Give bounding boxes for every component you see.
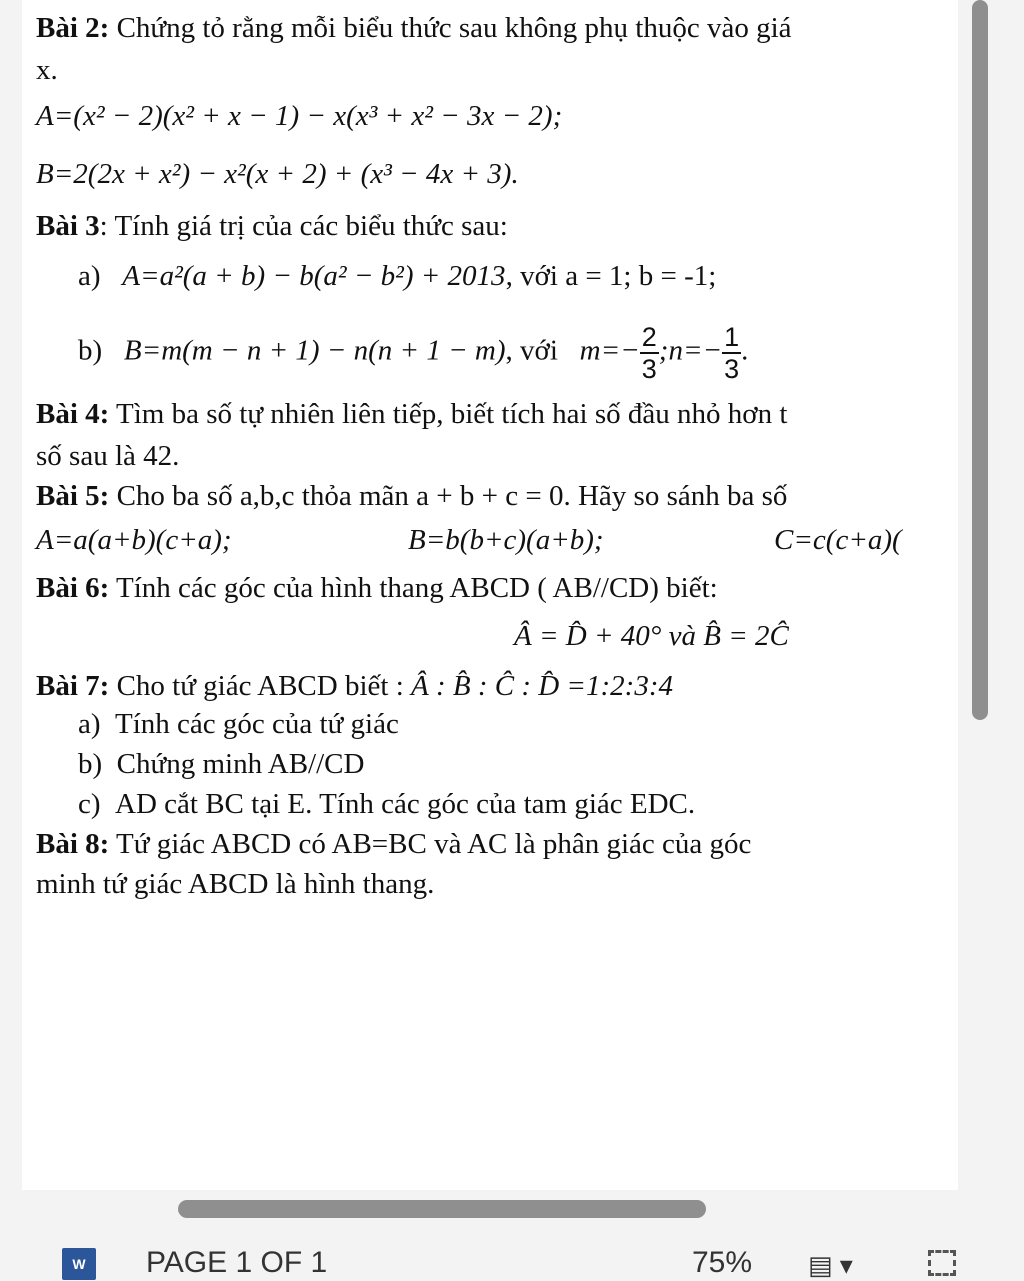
bai2-text: Chứng tỏ rằng mỗi biểu thức sau không phụ thuộc vào giá bbox=[109, 12, 792, 44]
bai7-part-b bbox=[78, 746, 958, 782]
view-mode-icon[interactable]: ▤ ▾ bbox=[808, 1250, 853, 1280]
part-b-text: , với bbox=[505, 334, 558, 367]
bai2-line bbox=[36, 10, 958, 46]
bai8-text-2: minh tứ giác ABCD là hình thang. bbox=[36, 868, 435, 900]
horizontal-scrollbar[interactable] bbox=[178, 1200, 706, 1218]
fraction-denominator: 3 bbox=[641, 354, 657, 384]
part-b-prefix: b) bbox=[78, 334, 103, 367]
bai6-line bbox=[36, 570, 958, 606]
fraction-numerator: 1 bbox=[724, 322, 740, 352]
expr-b: B=b(b+c)(a+b); bbox=[408, 524, 604, 556]
part-a-text: , với a = 1; b = -1; bbox=[505, 260, 717, 292]
fraction-one-third bbox=[722, 322, 741, 384]
bai2-label: Bài 2: bbox=[36, 12, 110, 44]
bai5-expressions bbox=[36, 522, 958, 558]
fraction-two-thirds bbox=[640, 322, 659, 384]
bai4-label: Bài 4: bbox=[36, 398, 110, 430]
bai7-label: Bài 7: bbox=[36, 670, 110, 702]
bai3-part-b bbox=[78, 322, 958, 384]
bai6-condition bbox=[514, 618, 958, 654]
item-text: AD cắt BC tại E. Tính các góc của tam giác EDC. bbox=[115, 788, 696, 820]
document-page[interactable] bbox=[22, 0, 958, 1190]
bai8-text: Tứ giác ABCD có AB=BC và AC là phân giác của góc bbox=[109, 828, 752, 860]
bai3-label: Bài 3 bbox=[36, 210, 100, 242]
bai3-text: : Tính giá trị của các biểu thức sau: bbox=[99, 210, 508, 242]
fit-page-icon[interactable] bbox=[928, 1250, 956, 1276]
bai6-label: Bài 6: bbox=[36, 572, 110, 604]
bai5-line bbox=[36, 478, 958, 514]
bai4-continued bbox=[36, 438, 958, 474]
item-text: Tính các góc của tứ giác bbox=[115, 708, 399, 740]
bai6-text: Tính các góc của hình thang ABCD ( AB//CD) biết: bbox=[109, 572, 718, 604]
bai3-part-a bbox=[78, 258, 958, 294]
status-bar bbox=[0, 1232, 1024, 1280]
bai8-label: Bài 8: bbox=[36, 828, 110, 860]
part-b-math: B=m(m − n + 1) − n(n + 1 − m) bbox=[123, 334, 506, 367]
bai5-text: Cho ba số a,b,c thỏa mãn a + b + c = 0. Hãy so sánh ba số bbox=[109, 480, 788, 512]
fraction-numerator: 2 bbox=[641, 322, 657, 352]
bai8-line bbox=[36, 826, 958, 862]
bai2-x-text: x. bbox=[36, 54, 58, 86]
fraction-denominator: 3 bbox=[724, 354, 740, 384]
part-b-m-eq: m=− bbox=[579, 334, 640, 367]
expression-a bbox=[36, 98, 958, 134]
bai4-text-2: số sau là 42. bbox=[36, 440, 180, 472]
zoom-level[interactable]: 75% bbox=[692, 1246, 753, 1279]
item-prefix: a) bbox=[78, 708, 101, 740]
expression-a-math: A=(x² − 2)(x² + x − 1) − x(x³ + x² − 3x − 2); bbox=[36, 100, 563, 132]
bai7-text: Cho tứ giác ABCD biết : bbox=[109, 670, 411, 702]
bai3-line bbox=[36, 208, 958, 244]
vertical-scrollbar[interactable] bbox=[972, 0, 988, 720]
part-b-n-eq: ;n=− bbox=[658, 334, 723, 367]
period: . bbox=[741, 334, 749, 367]
bai5-label: Bài 5: bbox=[36, 480, 110, 512]
part-a-prefix: a) bbox=[78, 260, 101, 292]
bai7-line bbox=[36, 668, 958, 704]
item-text: Chứng minh AB//CD bbox=[116, 748, 365, 780]
expression-b bbox=[36, 156, 958, 192]
part-a-math: A=a²(a + b) − b(a² − b²) + 2013 bbox=[122, 260, 506, 292]
page-indicator: PAGE 1 OF 1 bbox=[146, 1246, 328, 1279]
bai2-continued bbox=[36, 52, 958, 88]
item-prefix: c) bbox=[78, 788, 101, 820]
bai4-text: Tìm ba số tự nhiên liên tiếp, biết tích hai số đầu nhỏ hơn t bbox=[109, 398, 788, 430]
expr-c: C=c(c+a)( bbox=[774, 524, 902, 556]
bai7-ratio: Â : B̂ : Ĉ : D̂ =1:2:3:4 bbox=[411, 670, 673, 702]
bai4-line bbox=[36, 396, 958, 432]
expr-a: A=a(a+b)(c+a); bbox=[36, 524, 232, 556]
item-prefix: b) bbox=[78, 748, 103, 780]
bai7-part-c bbox=[78, 786, 958, 822]
expression-b-math: B=2(2x + x²) − x²(x + 2) + (x³ − 4x + 3). bbox=[36, 158, 519, 190]
word-app-icon: W bbox=[62, 1248, 96, 1280]
bai7-part-a bbox=[78, 706, 958, 742]
bai6-math: Â = D̂ + 40° và B̂ = 2Ĉ bbox=[514, 620, 789, 652]
bai8-continued bbox=[36, 866, 958, 902]
